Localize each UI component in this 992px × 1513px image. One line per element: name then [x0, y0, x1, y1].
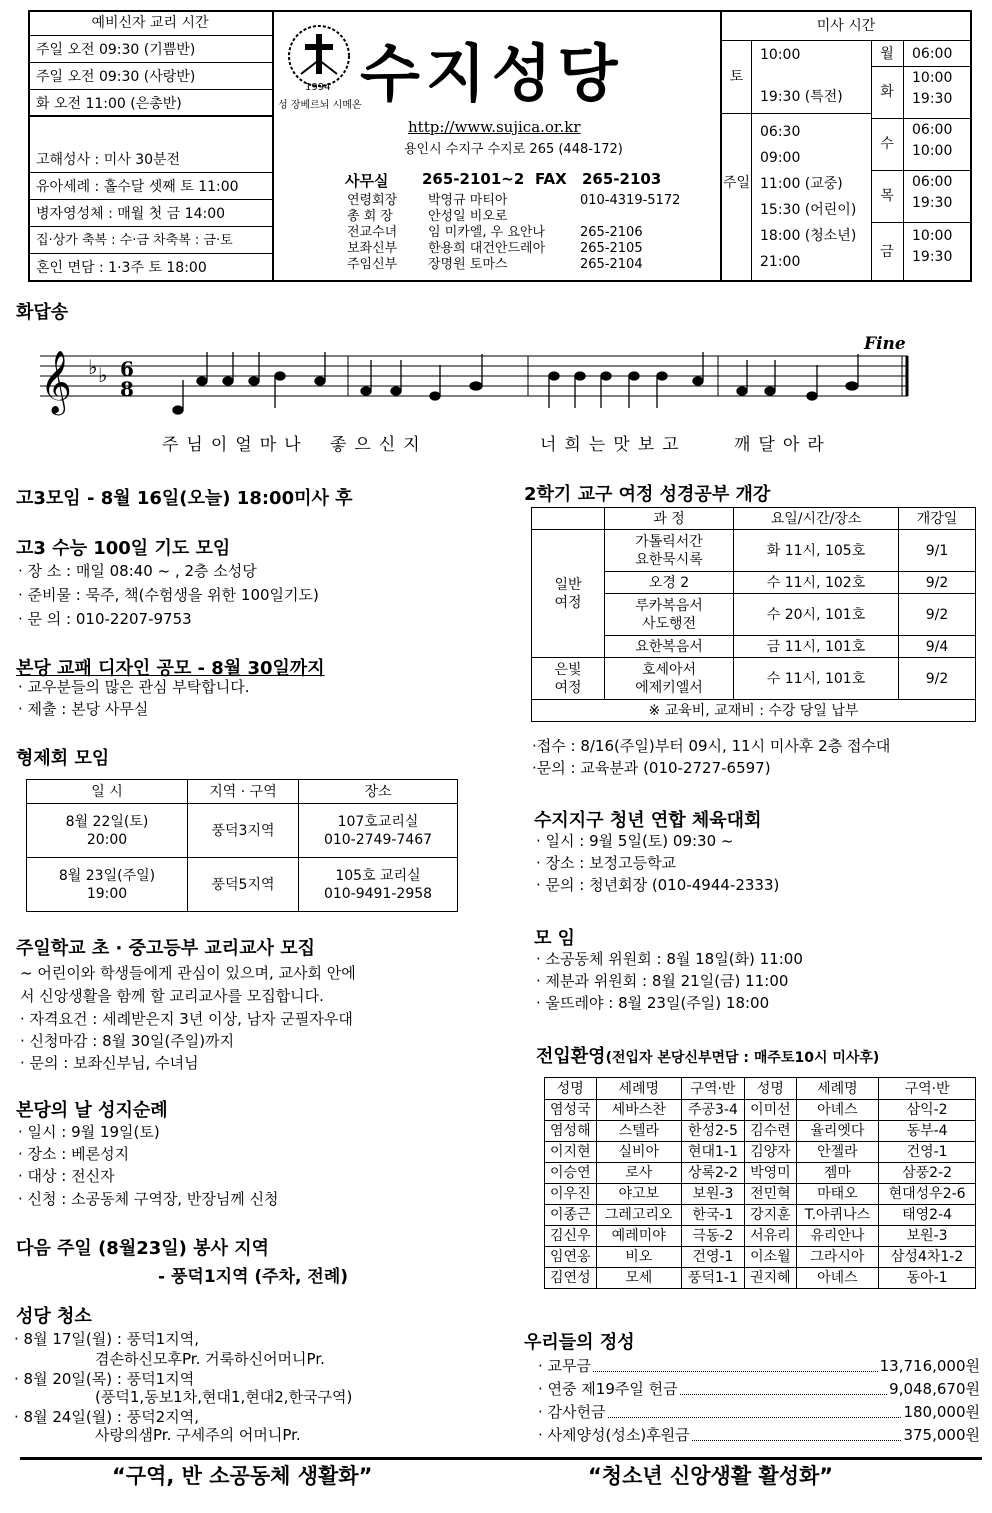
sun-time-6: 21:00	[760, 254, 801, 270]
meeting-line-1: · 소공동체 위원회 : 8월 18일(화) 11:00	[536, 950, 803, 968]
welcome-cell: 동아-1	[879, 1268, 976, 1289]
offering-dots	[680, 1394, 888, 1395]
table-row	[532, 658, 976, 700]
staff-name-1: 박영규 마티아	[428, 193, 508, 208]
welcome-cell: 건영-1	[879, 1142, 976, 1163]
sports-line-2: · 장소 : 보정고등학교	[536, 854, 677, 872]
bible-note: ※ 교육비, 교재비 : 수강 당일 납부	[532, 700, 976, 722]
bible-course-3: 루카복음서 사도행전	[605, 594, 734, 636]
bible-course-4: 요한복음서	[605, 636, 734, 658]
weekday-mon: 월	[880, 46, 894, 62]
bible-title: 2학기 교구 여정 성경공부 개강	[524, 484, 771, 505]
sunday-school-line-1: ~ 어린이와 학생들에게 관심이 있으며, 교사회 안에	[20, 964, 356, 982]
bible-table	[531, 507, 976, 722]
office-phone: 265-2101~2	[422, 170, 525, 188]
welcome-cell: 김신우	[545, 1226, 597, 1247]
fax-number: 265-2103	[582, 170, 662, 188]
bible-start-5: 9/2	[899, 658, 976, 700]
welcome-title	[536, 1042, 879, 1068]
weekday-thu: 목	[880, 188, 894, 204]
sports-line-3: · 문의 : 청년회장 (010-4944-2333)	[536, 876, 780, 894]
brothers-title: 형제회 모임	[16, 748, 110, 769]
class-1: 주일 오전 09:30 (기쁨반)	[28, 37, 272, 63]
welcome-header-district: 구역·반	[681, 1078, 744, 1100]
cleaning-line-3: · 8월 20일(목) : 풍덕1지역	[14, 1370, 195, 1388]
welcome-cell: 그레고리오	[596, 1205, 681, 1226]
welcome-cell: 율리엣다	[796, 1121, 878, 1142]
welcome-cell: 스텔라	[596, 1121, 681, 1142]
welcome-cell: 주공3-4	[681, 1100, 744, 1121]
address: 용인시 수지구 수지로 265 (448-172)	[404, 142, 623, 157]
welcome-cell: 이우진	[545, 1184, 597, 1205]
svg-text:♭: ♭	[98, 363, 108, 387]
brothers-place-2: 105호 교리실 010-9491-2958	[299, 858, 458, 912]
welcome-cell: 마태오	[796, 1184, 878, 1205]
pilgrimage-line-3: · 대상 : 전신자	[18, 1167, 115, 1185]
weekday-tue: 화	[880, 84, 894, 100]
cleaning-line-1: · 8월 17일(월) : 풍덕1지역,	[14, 1330, 199, 1348]
brothers-area-2: 풍덕5지역	[188, 858, 299, 912]
sports-line-1: · 일시 : 9월 5일(토) 09:30 ~	[536, 832, 734, 850]
weekday-thu-times: 06:00 19:30	[912, 174, 953, 211]
table-row	[545, 1268, 976, 1289]
lyric-2: 좋으신지	[330, 435, 428, 455]
welcome-header-baptism: 세례명	[596, 1078, 681, 1100]
svg-text:6: 6	[120, 357, 134, 381]
badge-title: 본당 교패 디자인 공모 - 8월 30일까지	[16, 658, 325, 679]
bible-time-1: 화 11시, 105호	[734, 530, 899, 572]
sun-time-5: 18:00 (청소년)	[760, 228, 857, 244]
welcome-header-name-2: 성명	[745, 1078, 797, 1100]
welcome-table	[544, 1077, 976, 1289]
badge-line-1: · 교우분들의 많은 관심 부탁합니다.	[18, 678, 250, 696]
welcome-cell: 이소월	[745, 1247, 797, 1268]
lyric-1: 주님이얼마나	[162, 435, 309, 455]
mass-title: 미사 시간	[816, 18, 876, 34]
welcome-cell: 삼성4차1-2	[879, 1247, 976, 1268]
welcome-cell: 보원-3	[879, 1226, 976, 1247]
welcome-cell: 강지훈	[745, 1205, 797, 1226]
welcome-cell: 전민혁	[745, 1184, 797, 1205]
sunday-school-line-3: · 자격요건 : 세례받은지 3년 이상, 남자 군필자우대	[20, 1010, 353, 1028]
bible-start-3: 9/2	[899, 594, 976, 636]
welcome-cell: 그라시아	[796, 1247, 878, 1268]
staff-name-4: 한용희 대건안드레아	[428, 241, 546, 256]
welcome-cell: 보원-3	[681, 1184, 744, 1205]
table-row	[545, 1205, 976, 1226]
svg-text:8: 8	[120, 377, 134, 401]
svg-text:♭: ♭	[88, 355, 98, 379]
table-row	[545, 1247, 976, 1268]
fine-marking: Fine	[864, 334, 906, 354]
prayer-line-3: · 문 의 : 010-2207-9753	[18, 610, 192, 628]
staff-name-5: 장명원 토마스	[428, 257, 508, 272]
welcome-cell: T.아퀴나스	[796, 1205, 878, 1226]
welcome-cell: 아녜스	[796, 1268, 878, 1289]
sacrament-4: 집·상가 축복 : 수·금 차축복 : 금·토	[28, 228, 272, 254]
staff-role-4: 보좌신부	[347, 241, 398, 256]
bible-time-4: 금 11시, 101호	[734, 636, 899, 658]
welcome-cell: 한성2-5	[681, 1121, 744, 1142]
offering-label: · 연중 제19주일 헌금	[538, 1380, 678, 1398]
service-title: 다음 주일 (8월23일) 봉사 지역	[16, 1238, 269, 1259]
bible-header-time: 요일/시간/장소	[734, 508, 899, 530]
staff-role-2: 총 회 장	[347, 209, 393, 224]
bible-start-4: 9/4	[899, 636, 976, 658]
offering-row	[538, 1377, 980, 1400]
sun-time-1: 06:30	[760, 124, 801, 140]
welcome-cell: 유리안나	[796, 1226, 878, 1247]
staff-phone-4: 265-2105	[580, 241, 643, 256]
service-line: - 풍덕1지역 (주차, 전례)	[158, 1267, 349, 1287]
welcome-cell: 젬마	[796, 1163, 878, 1184]
cleaning-line-5: · 8월 24일(월) : 풍덕2지역,	[14, 1408, 199, 1426]
welcome-cell: 상록2-2	[681, 1163, 744, 1184]
staff-role-1: 연령회장	[347, 193, 398, 208]
slogan-right: “청소년 신앙생활 활성화”	[588, 1464, 834, 1488]
fax-label: FAX	[535, 170, 567, 188]
saturday-label: 토	[729, 69, 744, 85]
bible-header-group	[532, 508, 605, 530]
lyric-4: 깨달아라	[734, 435, 832, 455]
cleaning-line-2: 겸손하신모후Pr. 거룩하신어머니Pr.	[14, 1350, 325, 1368]
welcome-cell: 김양자	[745, 1142, 797, 1163]
welcome-cell: 삼풍2-2	[879, 1163, 976, 1184]
staff-phone-5: 265-2104	[580, 257, 643, 272]
bible-header-start: 개강일	[899, 508, 976, 530]
offering-label: · 감사헌금	[538, 1403, 606, 1421]
table-row	[532, 530, 976, 572]
offering-dots	[593, 1371, 878, 1372]
sunday-school-title: 주일학교 초 · 중고등부 교리교사 모집	[16, 938, 315, 959]
offering-dots	[692, 1440, 902, 1441]
sacrament-2: 유아세례 : 홀수달 셋째 토 11:00	[28, 174, 272, 200]
staff-role-3: 전교수녀	[347, 225, 398, 240]
welcome-cell: 이종근	[545, 1205, 597, 1226]
brothers-header-area: 지역 · 구역	[188, 780, 299, 804]
welcome-cell: 극동-2	[681, 1226, 744, 1247]
welcome-cell: 삼익-2	[879, 1100, 976, 1121]
pilgrimage-line-1: · 일시 : 9월 19일(토)	[18, 1123, 160, 1141]
staff-role-5: 주임신부	[347, 257, 398, 272]
sun-time-2: 09:00	[760, 150, 801, 166]
sunday-school-line-5: · 문의 : 보좌신부님, 수녀님	[20, 1054, 199, 1072]
welcome-cell: 안젤라	[796, 1142, 878, 1163]
bible-header-course: 과 정	[605, 508, 734, 530]
welcome-cell: 풍덕1-1	[681, 1268, 744, 1289]
sunday-label-text: 주일	[722, 175, 751, 191]
pilgrimage-title: 본당의 날 성지순례	[16, 1100, 168, 1121]
welcome-cell: 야고보	[596, 1184, 681, 1205]
lyric-3: 너희는맛보고	[540, 435, 687, 455]
pilgrimage-line-4: · 신청 : 소공동체 구역장, 반장님께 신청	[18, 1190, 279, 1208]
mass-times-panel	[720, 10, 972, 282]
table-row	[545, 1226, 976, 1247]
weekday-wed-times: 06:00 10:00	[912, 122, 953, 159]
brothers-table	[26, 779, 458, 912]
logo-year: 1994	[305, 82, 331, 93]
sat-time-1: 10:00	[760, 47, 801, 63]
offering-amount: 9,048,670원	[889, 1380, 980, 1398]
table-row	[545, 1184, 976, 1205]
welcome-header-district-2: 구역·반	[879, 1078, 976, 1100]
welcome-cell: 예레미야	[596, 1226, 681, 1247]
brothers-date-1: 8월 22일(토) 20:00	[27, 804, 188, 858]
welcome-title-text: 전입환영	[536, 1046, 606, 1067]
sun-time-3: 11:00 (교중)	[760, 176, 843, 192]
table-row	[545, 1121, 976, 1142]
welcome-cell: 현대1-1	[681, 1142, 744, 1163]
welcome-cell: 세바스찬	[596, 1100, 681, 1121]
weekday-fri: 금	[880, 244, 894, 260]
meeting-title: 모 임	[534, 928, 576, 949]
welcome-header-name: 성명	[545, 1078, 597, 1100]
brothers-area-1: 풍덕3지역	[188, 804, 299, 858]
bible-group-silver: 은빛 여정	[532, 658, 605, 700]
website-link[interactable]: http://www.sujica.or.kr	[408, 118, 581, 136]
offering-row	[538, 1423, 980, 1446]
offering-title: 우리들의 정성	[524, 1332, 635, 1353]
music-staff	[30, 330, 920, 430]
sacrament-5: 혼인 면담 : 1·3주 토 18:00	[36, 260, 207, 276]
table-row	[27, 804, 458, 858]
offering-amount: 375,000원	[903, 1426, 980, 1444]
meeting-line-3: · 울뜨레야 : 8월 23일(주일) 18:00	[536, 994, 770, 1012]
offering-amount: 13,716,000원	[879, 1357, 980, 1375]
staff-phone-3: 265-2106	[580, 225, 643, 240]
weekday-tue-times: 10:00 19:30	[912, 70, 953, 107]
offering-label: · 사제양성(성소)후원금	[538, 1426, 690, 1444]
welcome-cell: 임연옹	[545, 1247, 597, 1268]
class-2: 주일 오전 09:30 (사랑반)	[28, 64, 272, 90]
welcome-cell: 건영-1	[681, 1247, 744, 1268]
offering-row	[538, 1354, 980, 1377]
pilgrimage-line-2: · 장소 : 베론성지	[18, 1145, 130, 1163]
welcome-cell: 비오	[596, 1247, 681, 1268]
welcome-header-baptism-2: 세례명	[796, 1078, 878, 1100]
sat-time-2: 19:30 (특전)	[760, 89, 843, 105]
psalm-title: 화답송	[16, 302, 69, 323]
weekday-fri-times: 10:00 19:30	[912, 228, 953, 265]
cleaning-line-4: (풍덕1,동보1차,현대1,현대2,한국구역)	[14, 1388, 353, 1406]
welcome-cell: 모세	[596, 1268, 681, 1289]
welcome-cell: 권지혜	[745, 1268, 797, 1289]
welcome-cell: 로사	[596, 1163, 681, 1184]
cleaning-title: 성당 청소	[16, 1306, 92, 1327]
offering-amount: 180,000원	[903, 1403, 980, 1421]
welcome-cell: 염성해	[545, 1121, 597, 1142]
staff-name-2: 안성일 비오로	[428, 209, 508, 224]
brothers-place-1: 107호교리실 010-2749-7467	[299, 804, 458, 858]
sunday-school-line-2: 서 신앙생활을 함께 할 교리교사를 모집합니다.	[20, 987, 324, 1005]
staff-name-3: 임 미카엘, 우 요안나	[428, 225, 545, 240]
sports-title: 수지지구 청년 연합 체육대회	[534, 810, 762, 831]
welcome-cell: 아녜스	[796, 1100, 878, 1121]
welcome-cell: 태영2-4	[879, 1205, 976, 1226]
welcome-cell: 현대성우2-6	[879, 1184, 976, 1205]
welcome-cell: 염성국	[545, 1100, 597, 1121]
bible-time-2: 수 11시, 102호	[734, 572, 899, 594]
table-row	[545, 1100, 976, 1121]
prayer-line-2: · 준비물 : 묵주, 책(수험생을 위한 100일기도)	[18, 586, 319, 604]
welcome-cell: 이승연	[545, 1163, 597, 1184]
sacrament-3: 병자영성체 : 매월 첫 금 14:00	[28, 201, 272, 227]
badge-line-2: · 제출 : 본당 사무실	[18, 700, 149, 718]
offering-row	[538, 1400, 980, 1423]
sun-time-4: 15:30 (어린이)	[760, 202, 857, 218]
brothers-header-place: 장소	[299, 780, 458, 804]
welcome-cell: 이지현	[545, 1142, 597, 1163]
bible-course-5: 호세아서 에제키엘서	[605, 658, 734, 700]
weekday-wed: 수	[880, 136, 894, 152]
welcome-cell: 김연성	[545, 1268, 597, 1289]
slogan-left: “구역, 반 소공동체 생활화”	[112, 1464, 373, 1488]
welcome-cell: 한국-1	[681, 1205, 744, 1226]
welcome-cell: 실비아	[596, 1142, 681, 1163]
svg-text:𝄞: 𝄞	[40, 350, 72, 413]
bible-line-1: ·접수 : 8/16(주일)부터 09시, 11시 미사후 2층 접수대	[532, 737, 891, 755]
welcome-cell: 김수련	[745, 1121, 797, 1142]
offering-dots	[608, 1417, 902, 1418]
church-name: 수지성당	[360, 37, 624, 110]
offering-list	[538, 1354, 980, 1446]
brothers-header-date: 일 시	[27, 780, 188, 804]
weekday-mon-times: 06:00	[912, 46, 953, 62]
catechism-schedule-panel	[28, 10, 274, 282]
class-3: 화 오전 11:00 (은총반)	[28, 91, 272, 117]
prayer-line-1: · 장 소 : 매일 08:40 ~ , 2층 소성당	[18, 562, 257, 580]
cleaning-line-6: 사랑의샘Pr. 구세주의 어머니Pr.	[14, 1426, 301, 1444]
bible-start-2: 9/2	[899, 572, 976, 594]
welcome-cell: 이미선	[745, 1100, 797, 1121]
table-row	[545, 1142, 976, 1163]
sunday-school-line-4: · 신청마감 : 8월 30일(주일)까지	[20, 1032, 235, 1050]
welcome-cell: 동부-4	[879, 1121, 976, 1142]
bible-course-1: 가톨릭서간 요한묵시록	[605, 530, 734, 572]
welcome-subtitle: (전입자 본당신부면담 : 매주토10시 미사후)	[605, 1050, 880, 1066]
sacrament-1: 고해성사 : 미사 30분전	[28, 147, 272, 173]
go3-meeting: 고3모임 - 8월 16일(오늘) 18:00미사 후	[16, 488, 353, 509]
logo-caption: 성 장베르뇌 시메온	[278, 100, 362, 111]
bible-line-2: ·문의 : 교육분과 (010-2727-6597)	[532, 759, 771, 777]
catechism-title: 예비신자 교리 시간	[28, 10, 272, 36]
bible-group-general: 일반 여정	[532, 530, 605, 658]
bible-course-2: 오경 2	[605, 572, 734, 594]
welcome-cell: 박영미	[745, 1163, 797, 1184]
bible-start-1: 9/1	[899, 530, 976, 572]
meeting-line-2: · 제분과 위원회 : 8월 21일(금) 11:00	[536, 972, 789, 990]
staff-phone-1: 010-4319-5172	[580, 193, 681, 208]
offering-label: · 교무금	[538, 1357, 592, 1375]
bible-time-3: 수 20시, 101호	[734, 594, 899, 636]
prayer-title: 고3 수능 100일 기도 모임	[16, 538, 231, 559]
table-row	[27, 858, 458, 912]
sunday-label	[722, 170, 751, 196]
bible-time-5: 수 11시, 101호	[734, 658, 899, 700]
welcome-cell: 서유리	[745, 1226, 797, 1247]
office-label: 사무실	[345, 172, 389, 190]
music-notes-icon	[30, 330, 920, 430]
brothers-date-2: 8월 23일(주일) 19:00	[27, 858, 188, 912]
table-row	[545, 1163, 976, 1184]
